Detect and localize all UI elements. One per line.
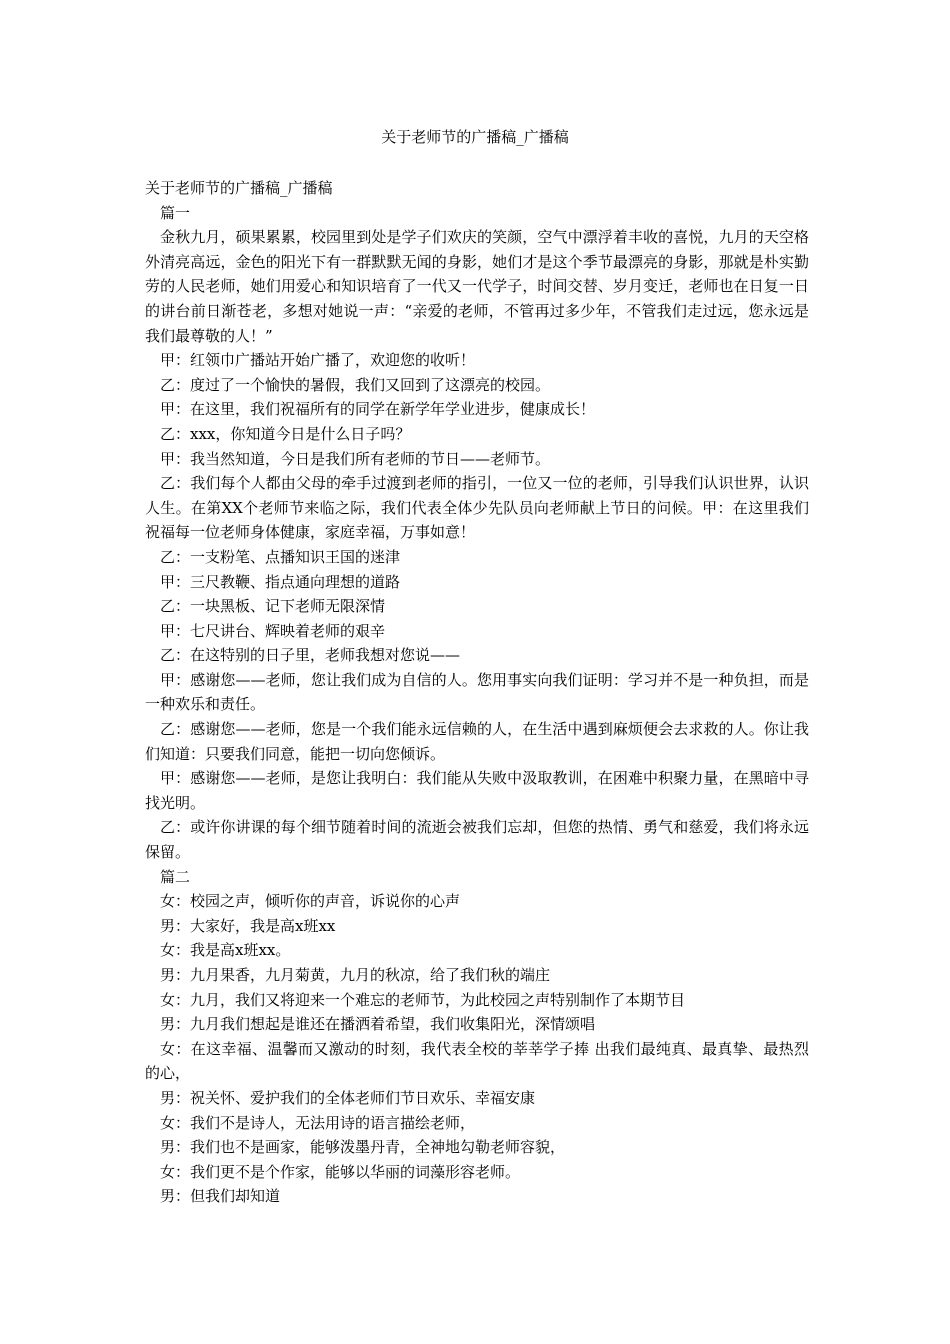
paragraph: 女：我们不是诗人，无法用诗的语言描绘老师， (160, 1113, 476, 1132)
paragraph: 乙：一支粉笔、点播知识王国的迷津 (160, 547, 401, 566)
paragraph: 甲：感谢您——老师，您让我们成为自信的人。您用事实向我们证明：学习并不是一种负担，而是一种欢乐和责任。 (145, 670, 809, 714)
paragraph: 甲：红领巾广播站开始广播了，欢迎您的收听！ (160, 351, 476, 370)
paragraph: 女：九月，我们又将迎来一个难忘的老师节，为此校园之声特别制作了本期节目 (160, 990, 686, 1009)
document-title: 关于老师节的广播稿_广播稿 (381, 128, 569, 146)
paragraph: 女：我是高x班xx。 (160, 941, 291, 960)
paragraph: 男：我们也不是画家，能够泼墨丹青，全神地勾勒老师容貌， (160, 1138, 566, 1157)
paragraph: 甲：我当然知道，今日是我们所有老师的节日——老师节。 (160, 449, 551, 468)
paragraph: 女：校园之声，倾听你的声音，诉说你的心声 (160, 892, 461, 911)
paragraph: 乙：一块黑板、记下老师无限深情 (160, 597, 386, 616)
paragraph: 女：在这幸福、温馨而又激动的时刻，我代表全校的莘莘学子捧 出我们最纯真、最真挚、最热烈的心， (145, 1039, 809, 1083)
paragraph: 乙：度过了一个愉快的暑假，我们又回到了这漂亮的校园。 (160, 375, 551, 394)
paragraph: 乙：感谢您——老师，您是一个我们能永远信赖的人，在生活中遇到麻烦便会去求救的人。你让我们知道：只要我们同意，能把一切向您倾诉。 (145, 720, 809, 763)
paragraph: 篇二 (160, 867, 191, 886)
paragraph: 金秋九月，硕果累累，校园里到处是学子们欢庆的笑颜，空气中漂浮着丰收的喜悦，九月的天空格外清亮高远，金色的阳光下有一群默默无闻的身影，她们才是这个季节最漂亮的身影，那就是朴实勤劳的人民老师，她们用爱心和知识培育了一代又一代学子，时间交替、岁月变迁，老师也在日复一日的讲台前日渐苍老，多想对她说一声：“亲爱的老师，不管再过多少年，不管我们走过远，您永远是我们最尊敬的人！” (145, 228, 809, 345)
paragraph: 甲：七尺讲台、辉映着老师的艰辛 (160, 621, 386, 640)
paragraph: 男：九月我们想起是谁还在播洒着希望，我们收集阳光，深情颂唱 (160, 1015, 596, 1034)
paragraph: 乙：xxx，你知道今日是什么日子吗？ (160, 424, 411, 443)
paragraph: 男：祝关怀、爱护我们的全体老师们节日欢乐、幸福安康 (160, 1088, 536, 1107)
paragraph: 男：九月果香，九月菊黄，九月的秋凉，给了我们秋的端庄 (160, 966, 551, 984)
paragraph: 女：我们更不是个作家，能够以华丽的词藻形容老师。 (160, 1162, 521, 1181)
paragraph: 关于老师节的广播稿_广播稿 (145, 179, 333, 197)
document-body (145, 176, 809, 1209)
paragraph: 乙：或许你讲课的每个细节随着时间的流逝会被我们忘却，但您的热情、勇气和慈爱，我们将永远保留。 (145, 818, 809, 862)
paragraph: 篇一 (160, 203, 191, 222)
paragraph: 甲：三尺教鞭、指点通向理想的道路 (160, 572, 401, 591)
paragraph: 乙：我们每个人都由父母的牵手过渡到老师的指引，一位又一位的老师，引导我们认识世界，认识人生。在第XX个老师节来临之际，我们代表全体少先队员向老师献上节日的问候。甲：在这里我们祝福每一位老师身体健康，家庭幸福，万事如意！ (145, 474, 809, 542)
paragraph: 甲：在这里，我们祝福所有的同学在新学年学业进步，健康成长！ (160, 400, 596, 419)
paragraph: 男：大家好，我是高x班xx (160, 916, 336, 935)
paragraph: 男：但我们却知道 (160, 1187, 281, 1206)
paragraph: 乙：在这特别的日子里，老师我想对您说—— (160, 646, 461, 665)
paragraph: 甲：感谢您——老师，是您让我明白：我们能从失败中汲取教训，在困难中积聚力量，在黑暗中寻找光明。 (145, 769, 809, 812)
